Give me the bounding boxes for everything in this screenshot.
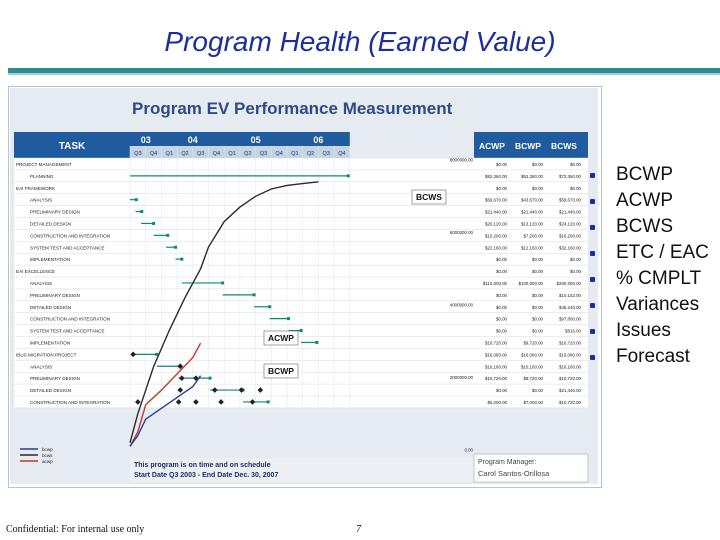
- value-header: BCWP: [515, 141, 541, 151]
- quarter-label: Q1: [291, 151, 299, 157]
- bullet-dot-icon: [590, 303, 595, 308]
- bullet-dot-icon: [590, 173, 595, 178]
- manager-label: Program Manager:: [478, 459, 537, 466]
- bcwp-cell: $0.00: [532, 304, 543, 310]
- bullet-label: Issues: [616, 320, 671, 341]
- quarter-label: Q4: [338, 151, 346, 157]
- manager-name: Carol Santos-Orillosa: [478, 469, 550, 478]
- bcws-cell: $10,720.00: [559, 400, 581, 405]
- ev-performance-chart: [10, 88, 598, 484]
- bcwp-cell: $12,160.00: [521, 245, 543, 251]
- series-label-acwp: ACWP: [268, 333, 294, 343]
- acwp-cell: $0.00: [496, 162, 507, 167]
- task-name: PRELIMINARY DESIGN: [30, 209, 80, 215]
- acwp-cell: $0.00: [496, 269, 507, 275]
- acwp-cell: $5,000.00: [487, 400, 507, 405]
- acwp-cell: $22,160.00: [485, 245, 507, 251]
- bcwp-cell: $100,000.00: [518, 281, 543, 286]
- bcws-cell: $0.00: [570, 185, 581, 191]
- bcwp-cell: $0.00: [532, 185, 543, 191]
- axis-tick-label: 6000000.00: [449, 230, 473, 235]
- bullet-dot-icon: [590, 277, 595, 282]
- footer-note-line2: Start Date Q3 2003 - End Date Dec. 30, 2007: [134, 472, 279, 479]
- bcws-cell: $10,720.00: [559, 340, 581, 346]
- gantt-end-marker: [221, 281, 224, 284]
- task-name: DETAILED DESIGN: [30, 304, 72, 310]
- series-label-bcwp: BCWP: [268, 366, 294, 376]
- bcwp-cell: $52,360.00: [521, 173, 543, 179]
- bcwp-cell: $10,160.00: [521, 364, 543, 370]
- page-number: 7: [356, 524, 361, 535]
- axis-tick-label: 2000000.00: [449, 375, 473, 380]
- bullet-label: BCWP: [616, 164, 673, 185]
- bcws-cell: $0.00: [570, 269, 581, 275]
- bcwp-cell: $9,720.00: [523, 340, 543, 346]
- gantt-end-marker: [347, 174, 350, 177]
- task-name: CONSTRUCTION AND INTEGRATION: [30, 400, 111, 405]
- bcwp-cell: $13,120.00: [521, 221, 543, 227]
- bcws-cell: $16,200.00: [559, 233, 581, 239]
- bcws-cell: $10,720.00: [559, 376, 581, 382]
- task-name: PROJECT MANAGEMENT: [16, 162, 72, 167]
- acwp-cell: $21,440.00: [485, 209, 507, 215]
- bcws-cell: $24,120.00: [559, 221, 581, 227]
- bullet-dot-icon: [590, 225, 595, 230]
- task-name: ANALYSIS: [30, 281, 53, 286]
- acwp-cell: $20,120.00: [485, 221, 507, 227]
- bcwp-cell: $0.00: [532, 388, 543, 394]
- acwp-cell: $0.00: [496, 316, 507, 322]
- bcwp-cell: $7,000.00: [523, 400, 543, 405]
- acwp-cell: $0.00: [496, 257, 507, 263]
- task-name: CONSTRUCTION AND INTEGRATION: [30, 316, 111, 322]
- acwp-cell: $0.00: [496, 304, 507, 310]
- acwp-cell: $10,720.00: [485, 376, 507, 382]
- task-name: SYSTEM TEST AND ACCEPTANCE: [30, 245, 105, 251]
- quarter-label: Q3: [134, 151, 142, 157]
- legend-label: bcws: [42, 453, 53, 458]
- bcws-cell: $21,440.00: [559, 388, 581, 394]
- year-label: 03: [140, 135, 151, 145]
- gantt-end-marker: [166, 234, 169, 237]
- gantt-end-marker: [174, 246, 177, 249]
- quarter-label: Q1: [165, 151, 173, 157]
- acwp-cell: $110,000.00: [482, 281, 507, 286]
- year-label: 06: [313, 135, 324, 145]
- bcws-cell: $97,800.00: [559, 316, 581, 322]
- legend-label: bcwp: [42, 447, 53, 452]
- bcws-cell: $32,160.00: [559, 245, 581, 251]
- gantt-end-marker: [300, 329, 303, 332]
- acwp-cell: $0.00: [496, 185, 507, 191]
- bcwp-cell: $0.00: [532, 162, 543, 167]
- task-name: IMPLEMENTATION: [30, 340, 71, 346]
- bullet-label: ACWP: [616, 190, 673, 211]
- acwp-cell: $52,360.00: [485, 173, 507, 179]
- gantt-end-marker: [268, 305, 271, 308]
- bcws-cell: $16,160.00: [559, 364, 581, 370]
- bcws-cell: $45,240.00: [559, 304, 581, 310]
- bullet-label: Forecast: [616, 346, 690, 367]
- quarter-label: Q1: [228, 151, 236, 157]
- bullet-label: BCWS: [616, 216, 673, 237]
- bcwp-cell: $7,200.00: [523, 233, 543, 239]
- task-name: DETAILED DESIGN: [30, 221, 72, 227]
- bullet-label: ETC / EAC: [616, 242, 709, 263]
- quarter-label: Q4: [275, 151, 283, 157]
- bullet-label: Variances: [616, 294, 700, 315]
- bcws-cell: $10,152.00: [559, 292, 581, 298]
- acwp-cell: $10,720.00: [485, 340, 507, 346]
- bullet-dot-icon: [590, 251, 595, 256]
- task-name: PLANNING: [30, 173, 54, 179]
- task-name: IMPLEMENTATION: [30, 257, 71, 263]
- task-name: CONSTRUCTION AND INTEGRATION: [30, 233, 111, 239]
- bullet-label: % CMPLT: [616, 268, 702, 289]
- bcws-cell: $516.00: [565, 328, 581, 334]
- acwp-cell: $16,080.00: [485, 352, 507, 358]
- task-name: DETAILED DESIGN: [30, 388, 72, 394]
- bullet-dot-icon: [590, 199, 595, 204]
- acwp-cell: $10,200.00: [485, 233, 507, 239]
- bcwp-cell: $0.00: [532, 316, 543, 322]
- gantt-end-marker: [315, 341, 318, 344]
- task-name: SYSTEM TEST AND ACCEPTANCE: [30, 328, 105, 334]
- bullet-dot-icon: [590, 355, 595, 360]
- slide-title: Program Health (Earned Value): [164, 26, 556, 57]
- task-name: ANALYSIS: [30, 364, 53, 370]
- value-header: ACWP: [479, 141, 505, 151]
- task-name: EAI FRAMEWORK: [16, 185, 56, 191]
- axis-tick-label: 8000000.00: [449, 157, 473, 163]
- task-name: EAI EXCELLENCE: [16, 269, 56, 275]
- bcwp-cell: $16,080.00: [521, 352, 543, 358]
- quarter-label: Q4: [149, 151, 158, 157]
- axis-tick-label: 0.00: [464, 447, 473, 453]
- footer-note-line1: This program is on time and on schedule: [134, 462, 271, 469]
- acwp-cell: $0.00: [496, 328, 507, 334]
- bcwp-cell: $0.00: [532, 257, 543, 263]
- acwp-cell: $0.00: [496, 388, 507, 394]
- task-name: ANALYSIS: [30, 197, 53, 203]
- confidential-footer: Confidential: For internal use only: [6, 524, 145, 535]
- bcws-cell: $200,000.00: [556, 281, 581, 286]
- bcwp-cell: $21,440.00: [521, 209, 543, 215]
- bcws-cell: $59,670.00: [559, 197, 581, 203]
- quarter-label: Q4: [212, 151, 221, 157]
- quarter-label: Q3: [322, 151, 330, 157]
- acwp-cell: $0.00: [496, 292, 507, 298]
- quarter-label: Q2: [244, 151, 252, 157]
- gantt-end-marker: [140, 210, 143, 213]
- title-divider: [8, 68, 720, 75]
- bcwp-cell: $0.00: [532, 269, 543, 275]
- year-label: 05: [250, 135, 261, 145]
- acwp-cell: $59,670.00: [485, 197, 507, 203]
- quarter-label: Q2: [181, 151, 189, 157]
- bcws-cell: $72,360.00: [559, 173, 581, 179]
- task-name: PRELIMINARY DESIGN: [30, 292, 80, 298]
- year-label: 04: [187, 135, 198, 145]
- bcwp-cell: $0.00: [532, 328, 543, 334]
- bcws-cell: $0.00: [570, 257, 581, 263]
- quarter-label: Q3: [196, 151, 205, 157]
- gantt-end-marker: [253, 293, 256, 296]
- gantt-end-marker: [152, 222, 155, 225]
- bcws-cell: $21,440.00: [559, 209, 581, 215]
- acwp-cell: $16,160.00: [485, 364, 507, 370]
- gantt-end-marker: [287, 317, 290, 320]
- quarter-label: Q2: [306, 151, 315, 157]
- task-name: IBUS MIGRATION PROJECT: [16, 352, 77, 358]
- task-header: TASK: [58, 141, 86, 152]
- gantt-end-marker: [209, 377, 212, 380]
- value-header: BCWS: [551, 141, 577, 151]
- bcwp-cell: $0.00: [532, 292, 543, 298]
- quarter-label: Q3: [259, 151, 268, 157]
- chart-title: Program EV Performance Measurement: [132, 99, 453, 118]
- gantt-end-marker: [180, 258, 183, 261]
- gantt-end-marker: [267, 400, 270, 403]
- task-name: PRELIMINARY DESIGN: [30, 376, 80, 382]
- bcws-cell: $0.00: [570, 162, 581, 167]
- legend-label: acwp: [42, 459, 53, 464]
- bullet-dot-icon: [590, 329, 595, 334]
- bcwp-cell: $43,670.00: [521, 197, 543, 203]
- series-label-bcws: BCWS: [416, 192, 442, 202]
- bcws-cell: $16,080.00: [559, 352, 581, 358]
- gantt-end-marker: [135, 198, 138, 201]
- bcwp-cell: $9,720.00: [523, 376, 543, 382]
- axis-tick-label: 4000000.00: [449, 302, 473, 308]
